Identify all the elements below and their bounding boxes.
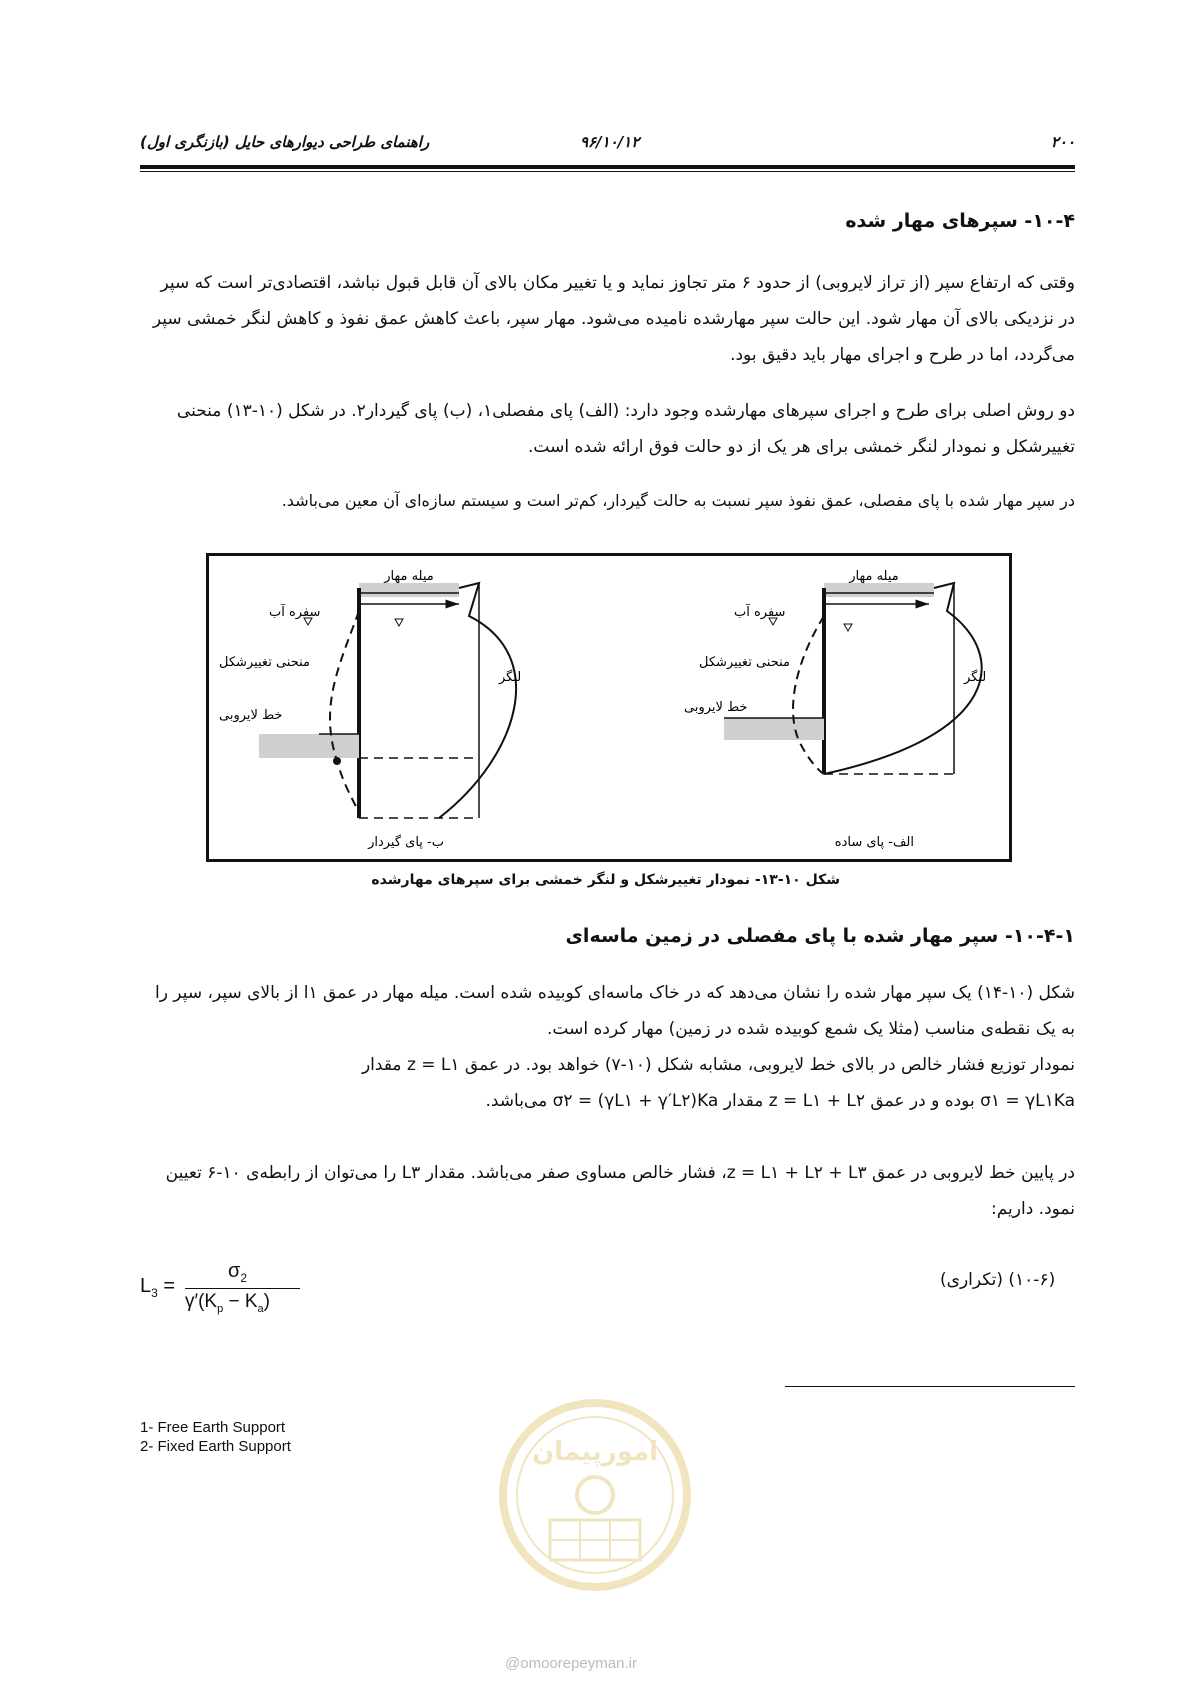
subsection-heading: ۱۰-۴-۱- سپر مهار شده با پای مفصلی در زمین ماسه‌ای [565, 925, 1075, 947]
right-curve-label: منحنی تغییرشکل [699, 655, 790, 670]
left-rod-label: میله مهار [384, 569, 434, 584]
formula [140, 1260, 320, 1320]
footnote-rule [785, 1386, 1075, 1387]
seal-graphic [495, 1385, 695, 1635]
left-water-symbol-2 [395, 619, 403, 626]
page-header [140, 125, 1075, 155]
figure-box [206, 553, 1012, 862]
subsection-paragraph-2a: نمودار توزیع فشار خالص در بالای خط لایروبی، مشابه شکل (۱۰-۷) خواهد بود. در عمق z = L۱ مقدار [361, 1055, 1075, 1075]
left-caption: ب- پای گیردار [368, 835, 444, 850]
figure-diagram [209, 556, 1009, 859]
paragraph-1: وقتی که ارتفاع سپر (از تراز لایروبی) از حدود ۶ متر تجاوز نماید و یا تغییر مکان بالای آن قابل قبول نباشد، اقتصادی‌تر است که سپر در نزدیکی بالای آن مهار شود. این حالت سپر مهارشده نامیده می‌شود. مهار سپر، باعث کاهش عمق نفوذ و کاهش لنگر خمشی سپر می‌گردد، اما در طرح و اجرای مهار باید دقیق بود. [152, 273, 1075, 365]
right-moment-label: لنگر [964, 670, 987, 685]
right-dredge-label: خط لایروبی [684, 700, 748, 715]
equation-reference: (۱۰-۶) (تکراری) [940, 1270, 1056, 1290]
formula-lhs: $L_3$ = [140, 1275, 176, 1300]
page-number: ۲۰۰ [1050, 133, 1075, 151]
right-water-label: سفره آب [734, 605, 786, 620]
left-water-label: سفره آب [269, 605, 321, 620]
formula-numerator: $\sigma_2$ [228, 1260, 248, 1285]
formula-denominator: $\gamma'(K_p - K_a)$ [185, 1291, 270, 1315]
paragraph-2: دو روش اصلی برای طرح و اجرای سپرهای مهارشده وجود دارد: (الف) پای مفصلی۱، (ب) پای گیردار۲. در شکل (۱۰-۱۳) منحنی تغییرشکل و نمودار لنگر خمشی برای هر یک از دو حالت فوق ارائه شده است. [176, 401, 1075, 457]
left-curve-label: منحنی تغییرشکل [219, 655, 310, 670]
left-soil-shade [259, 734, 359, 758]
figure-caption: شکل ۱۰-۱۳- نمودار تغییرشکل و لنگر خمشی برای سپرهای مهارشده [371, 872, 840, 888]
left-moment-label: لنگر [499, 670, 522, 685]
header-date: ۹۶/۱۰/۱۲ [580, 133, 640, 151]
section-heading: ۱۰-۴- سپرهای مهار شده [845, 210, 1075, 232]
right-rod-shade [824, 583, 934, 597]
subsection-paragraph-2b: σ۱ = γL۱Ka بوده و در عمق z = L۱ + L۲ مقدار σ۲ = (γL۱ + γ′L۲)Ka می‌باشد. [485, 1091, 1075, 1111]
paragraph-3: در سپر مهار شده با پای مفصلی، عمق نفوذ سپر نسبت به حالت گیردار، کم‌تر است و سیستم سازه‌ای آن معین می‌باشد. [281, 491, 1075, 510]
right-deflection-curve [793, 616, 824, 774]
left-deflection-curve [330, 611, 359, 818]
footnotes [140, 1418, 291, 1456]
left-moment-curve [439, 583, 516, 818]
formula-fraction-bar [185, 1288, 300, 1289]
right-rod-label: میله مهار [849, 569, 899, 584]
header-rule-thin [140, 171, 1075, 172]
watermark-seal [495, 1385, 695, 1635]
left-rod-shade [359, 583, 459, 597]
subsection-paragraph-3: در پایین خط لایروبی در عمق z = L۱ + L۲ + L۳، فشار خالص مساوی صفر می‌باشد. مقدار L۳ را می‌توان از رابطه‌ی ۱۰-۶ تعیین نمود. داریم: [165, 1163, 1075, 1219]
footnote-2: 2- Fixed Earth Support [140, 1438, 291, 1455]
right-soil-shade [724, 718, 824, 740]
subsection-paragraph-1: شکل (۱۰-۱۴) یک سپر مهار شده را نشان می‌دهد که در خاک ماسه‌ای کوبیده شده است. میله مهار در عمق l۱ از بالای سپر، سپر را به یک نقطه‌ی مناسب (مثلا یک شمع کوبیده شده در زمین) مهار کرده است. [154, 983, 1075, 1039]
seal-text: امورپیمان [531, 1437, 659, 1467]
left-hinge-point [333, 757, 341, 765]
left-dredge-label: خط لایروبی [219, 708, 283, 723]
right-moment-curve [824, 583, 982, 774]
footnote-1: 1- Free Earth Support [140, 1419, 286, 1436]
right-water-symbol-2 [844, 624, 852, 631]
left-panel [219, 569, 521, 850]
header-rule [140, 165, 1075, 169]
watermark-site: @omoorepeyman.ir [505, 1655, 637, 1672]
right-caption: الف- پای ساده [834, 835, 914, 850]
header-title: راهنمای طراحی دیوارهای حایل (بازنگری اول) [140, 133, 430, 151]
right-panel [684, 569, 986, 850]
